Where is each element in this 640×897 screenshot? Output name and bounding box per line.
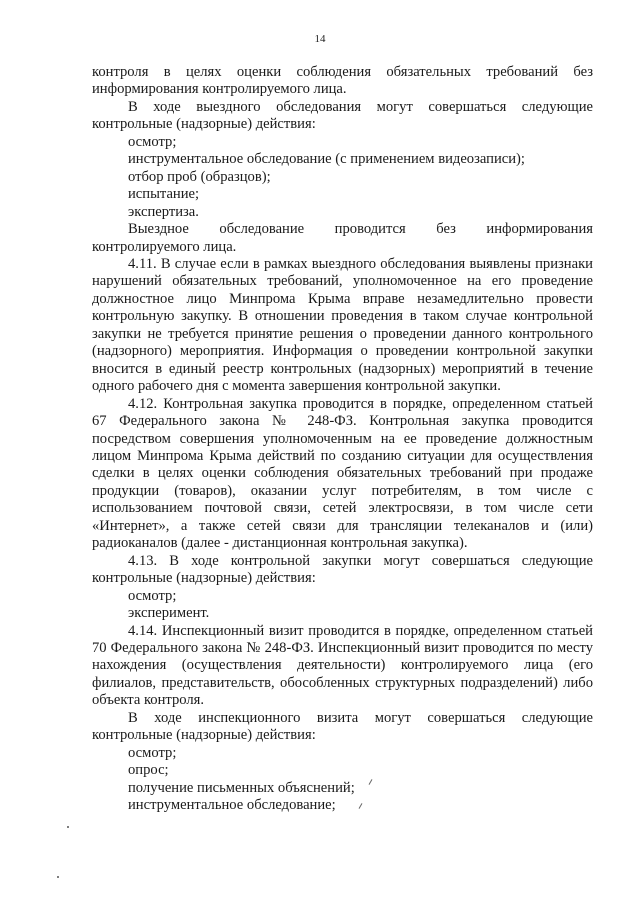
- list-item: инструментальное обследование;: [128, 797, 336, 814]
- document-body: [92, 64, 593, 814]
- list-item: отбор проб (образцов);: [128, 168, 271, 185]
- list-item: опрос;: [128, 762, 169, 779]
- paragraph-inspection-visit-actions: В ходе инспекционного визита могут совершаться следующие контрольные (надзорные) действия:: [92, 709, 593, 744]
- list-item: получение письменных объяснений;: [128, 779, 355, 796]
- paragraph-4-14: 4.14. Инспекционный визит проводится в порядке, определенном статьей 70 Федерального закона № 248-ФЗ. Инспекционный визит проводится по месту нахождения (осуществления деятельности) контролируемого лица (его филиалов, представительств, обособленных структурных подразделений) либо объекта контроля.: [92, 622, 593, 709]
- list-item: инструментальное обследование (с применением видеозаписи);: [128, 151, 525, 168]
- paragraph-4-11: 4.11. В случае если в рамках выездного обследования выявлены признаки нарушений обязательных требований, уполномоченное на его проведение должностное лицо Минпрома Крыма вправе незамедлительно провести контрольную закупку. В отношении проведения в таком случае контрольной закупки не требуется принятие решения о проведении данного контрольного (надзорного) мероприятия. Информация о проведении контрольной закупки вносится в единый реестр контрольных (надзорных) мероприятий в течение одного рабочего дня с момента завершения контрольной закупки.: [92, 255, 593, 395]
- list-item: осмотр;: [128, 133, 177, 150]
- paragraph-no-notification: Выездное обследование проводится без информирования контролируемого лица.: [92, 221, 593, 255]
- list-item: испытание;: [128, 186, 200, 203]
- paragraph-4-13: 4.13. В ходе контрольной закупки могут совершаться следующие контрольные (надзорные) действия:: [92, 552, 593, 587]
- page-number: 14: [314, 33, 326, 45]
- paragraph-4-12: 4.12. Контрольная закупка проводится в порядке, определенном статьей 67 Федерального закона № 248-ФЗ. Контрольная закупка проводится посредством совершения уполномоченным на ее проведение должностным лицом Минпрома Крыма действий по созданию ситуации для осуществления сделки в целях оценки соблюдения обязательных требований при продаже продукции (товаров), оказании услуг потребителям, в том числе с использованием почтовой связи, сетей электросвязи, в том числе сети «Интернет», а также сетей связи для трансляции телеканалов и (или) радиоканалов (далее - дистанционная контрольная закупка).: [92, 395, 593, 552]
- paragraph-continuation: контроля в целях оценки соблюдения обязательных требований без информирования контролируемого лица.: [92, 64, 593, 98]
- list-item: экспертиза.: [128, 203, 199, 220]
- list-item: осмотр;: [128, 744, 177, 761]
- scan-speck: [57, 876, 59, 878]
- scan-speck: [67, 826, 69, 828]
- list-item: осмотр;: [128, 587, 177, 604]
- list-item: эксперимент.: [128, 605, 210, 622]
- paragraph-outdoor-inspection-actions: В ходе выездного обследования могут совершаться следующие контрольные (надзорные) действия:: [92, 98, 593, 133]
